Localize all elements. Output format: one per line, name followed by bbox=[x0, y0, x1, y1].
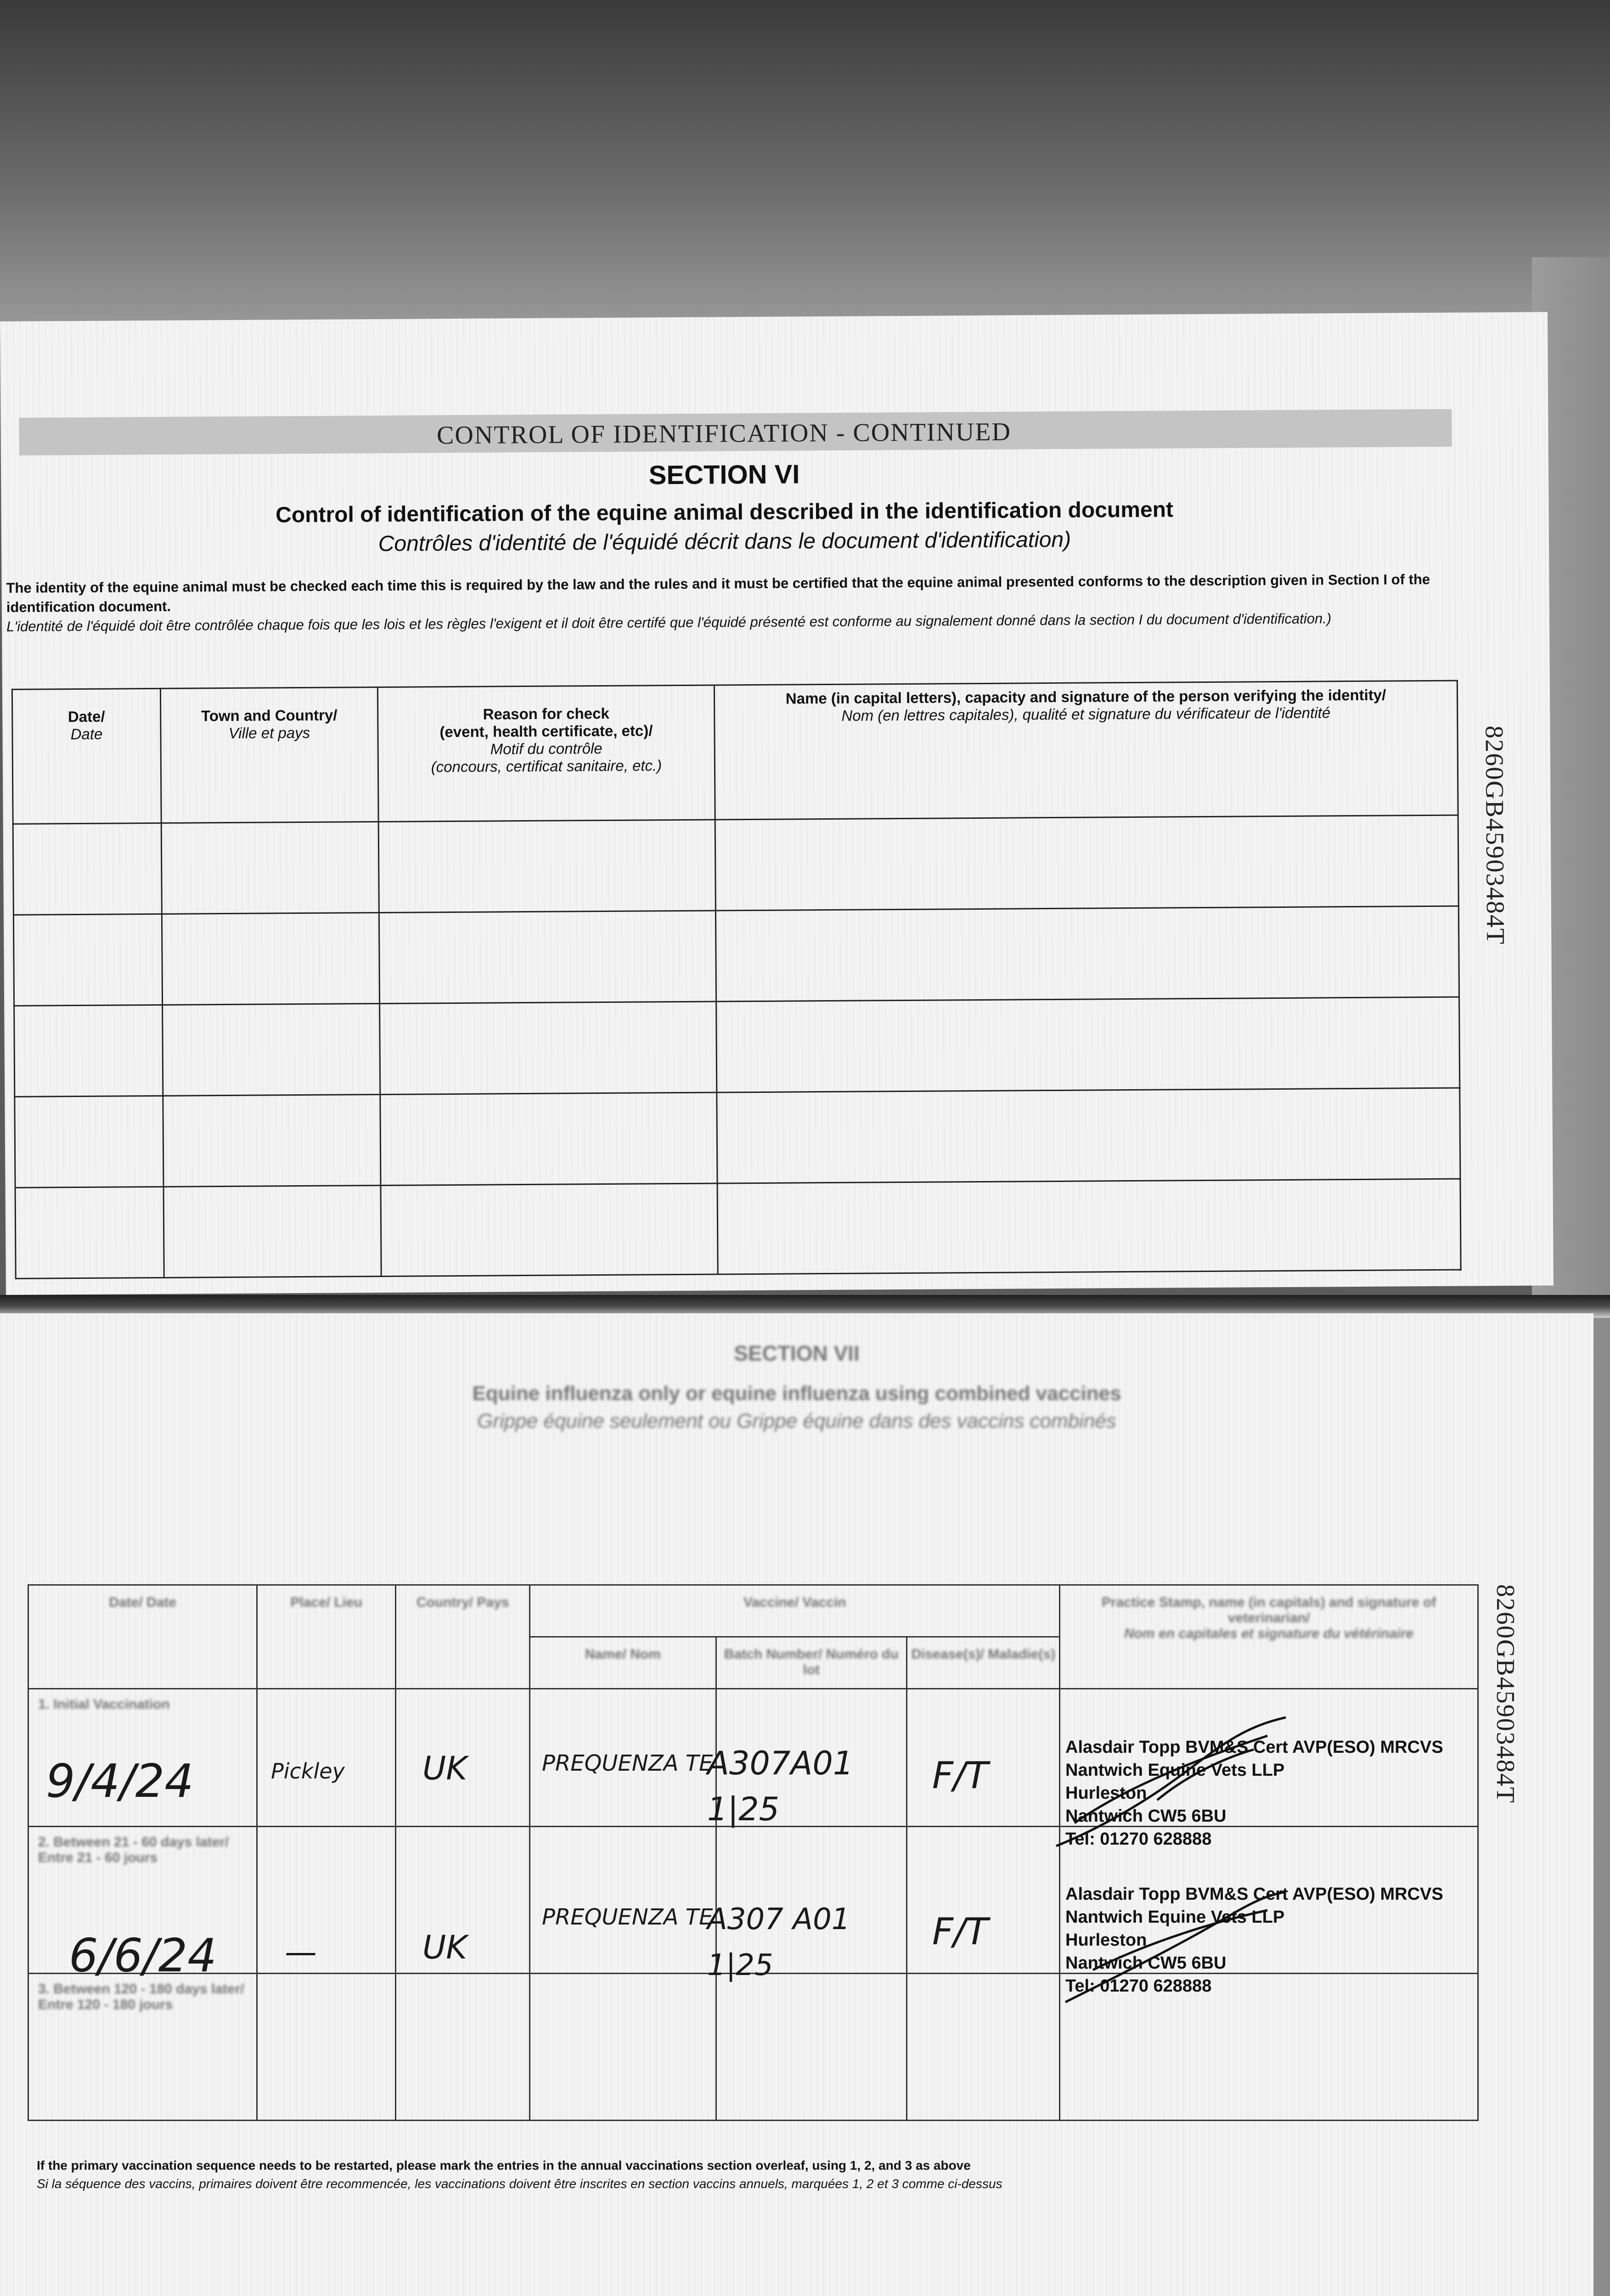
table-cell[interactable] bbox=[380, 1002, 717, 1094]
footer-note-fr: Si la séquence des vaccins, primaires doivent être recommencée, les vaccinations doivent être inscrites en section vaccins annuels, marquées 1, 2 et 3 comme ci-dessus bbox=[37, 2177, 1002, 2191]
col-date-label: Date/ Date bbox=[109, 1595, 176, 1610]
col-vaccine bbox=[530, 1585, 1060, 1637]
table-cell[interactable] bbox=[378, 820, 715, 912]
col-date bbox=[12, 688, 161, 824]
col-town-en: Town and Country/ bbox=[201, 706, 338, 725]
instruction-fr: L'identité de l'équidé doit être contrôlée chaque fois que les lois et les règles l'exigent et il doit être certifé que l'équidé présenté est conforme au signalement donné dans la section I du document d'identification.) bbox=[6, 610, 1332, 635]
table-cell[interactable] bbox=[257, 1974, 396, 2121]
col-batch-label: Batch Number/ Numéro du lot bbox=[724, 1647, 899, 1677]
row-label-text: 1. Initial Vaccination bbox=[38, 1697, 170, 1712]
handwritten-batch: A307 A01 1|25 bbox=[707, 1902, 850, 1982]
table-cell[interactable] bbox=[161, 822, 379, 914]
col-reason-fr: Motif du contrôle (concours, certificat sanitaire, etc.) bbox=[431, 740, 662, 776]
subtitle-fr: Contrôles d'identité de l'équidé décrit dans le document d'identification) bbox=[378, 527, 1071, 556]
col-country-label: Country/ Pays bbox=[416, 1595, 509, 1610]
col-verifier-en: Name (in capital letters), capacity and signature of the person verifying the identity/ bbox=[785, 686, 1386, 707]
table-cell[interactable] bbox=[381, 1183, 718, 1276]
instruction-en: The identity of the equine animal must be checked each time this is required by the law and the rules and it must be certified that the equine animal presented conforms to the description given in Section I of the identification document. bbox=[6, 571, 1430, 615]
handwritten-disease: F/T bbox=[932, 1910, 988, 1953]
table-cell[interactable] bbox=[716, 1974, 907, 2121]
col-reason-en: Reason for check (event, health certificate, etc)/ bbox=[439, 704, 653, 741]
col-stamp-label: Practice Stamp, name (in capitals) and signature of veterinarian/ bbox=[1101, 1595, 1436, 1626]
col-disease bbox=[907, 1637, 1060, 1689]
page-header: CONTROL OF IDENTIFICATION - CONTINUED bbox=[436, 417, 1012, 450]
handwritten-vaccine: PREQUENZA TE bbox=[542, 1750, 713, 1776]
background-top bbox=[0, 0, 1610, 331]
handwritten-vaccine: PREQUENZA TE bbox=[542, 1904, 713, 1930]
section-title: SECTION VI bbox=[648, 459, 800, 490]
side-code: 8260GB45903484T bbox=[1491, 1584, 1520, 1804]
table-cell[interactable] bbox=[14, 1005, 163, 1097]
col-reason bbox=[377, 685, 715, 822]
table-cell[interactable] bbox=[162, 912, 379, 1005]
col-verifier-fr: Nom (en lettres capitales), qualité et signature du vérificateur de l'identité bbox=[841, 704, 1331, 724]
table-cell[interactable] bbox=[257, 1689, 396, 1827]
stamp-line: Hurleston bbox=[1065, 1784, 1147, 1803]
subtitle-en: Control of identification of the equine animal described in the identification document bbox=[276, 497, 1174, 528]
handwritten-place: Pickley bbox=[271, 1759, 345, 1784]
side-code: 8260GB45903484T bbox=[1480, 725, 1510, 945]
stamp-line: Nantwich CW5 6BU bbox=[1065, 1953, 1227, 1973]
row-label-text: 3. Between 120 - 180 days later/ Entre 120 - 180 jours bbox=[38, 1981, 244, 2012]
table-row bbox=[15, 1088, 1460, 1187]
table-cell[interactable] bbox=[715, 815, 1458, 911]
handwritten-country: UK bbox=[422, 1929, 467, 1966]
section-vii-page bbox=[0, 1313, 1593, 2296]
col-place-label: Place/ Lieu bbox=[290, 1595, 363, 1610]
col-batch bbox=[716, 1637, 907, 1689]
signature-icon bbox=[1047, 1708, 1304, 1860]
stamp-line: Alasdair Topp BVM&S Cert AVP(ESO) MRCVS bbox=[1065, 1738, 1443, 1757]
table-cell[interactable] bbox=[717, 1179, 1461, 1274]
stamp-line: Nantwich Equine Vets LLP bbox=[1065, 1908, 1285, 1927]
footer-note-en: If the primary vaccination sequence needs to be restarted, please mark the entries in the annual vaccinations section overleaf, using 1, 2, and 3 as above bbox=[37, 2158, 971, 2172]
col-stamp-label-fr: Nom en capitales et signature du vétérinaire bbox=[1124, 1626, 1414, 1641]
col-vaccine-label: Vaccine/ Vaccin bbox=[743, 1595, 846, 1610]
section-title-vii: SECTION VII bbox=[734, 1341, 860, 1365]
subtitle-vii-fr: Grippe équine seulement ou Grippe équine dans des vaccins combinés bbox=[477, 1410, 1116, 1432]
col-date-fr: Date bbox=[70, 725, 103, 743]
table-cell[interactable] bbox=[907, 1974, 1060, 2121]
handwritten-disease: F/T bbox=[932, 1754, 988, 1797]
table-cell[interactable] bbox=[717, 1088, 1460, 1183]
col-place bbox=[257, 1585, 396, 1689]
col-vaccine-name bbox=[530, 1637, 716, 1689]
stamp-line: Nantwich Equine Vets LLP bbox=[1065, 1761, 1285, 1780]
table-cell[interactable] bbox=[715, 906, 1459, 1002]
handwritten-date: 6/6/24 bbox=[69, 1929, 217, 1982]
handwritten-place: — bbox=[285, 1933, 317, 1971]
row-label-text: 2. Between 21 - 60 days later/ Entre 21 - 60 jours bbox=[38, 1835, 229, 1865]
table-cell[interactable] bbox=[379, 911, 716, 1003]
table-cell[interactable] bbox=[530, 1974, 716, 2121]
handwritten-date: 9/4/24 bbox=[46, 1754, 194, 1808]
table-cell[interactable] bbox=[716, 997, 1460, 1092]
table-cell[interactable] bbox=[257, 1827, 396, 1974]
stamp-line: Nantwich CW5 6BU bbox=[1065, 1806, 1227, 1826]
stamp-line: Tel: 01270 628888 bbox=[1065, 1829, 1212, 1849]
table-cell[interactable] bbox=[380, 1092, 717, 1185]
table-row bbox=[15, 1179, 1461, 1278]
handwritten-country: UK bbox=[422, 1750, 467, 1787]
table-cell[interactable] bbox=[13, 914, 162, 1006]
subtitle-vii-en: Equine influenza only or equine influenza using combined vaccines bbox=[472, 1382, 1121, 1405]
instructions bbox=[6, 570, 1439, 636]
table-cell[interactable] bbox=[15, 1187, 164, 1278]
col-date bbox=[28, 1585, 257, 1689]
col-date-en: Date/ bbox=[68, 708, 105, 726]
identification-table bbox=[11, 680, 1462, 1279]
table-cell[interactable] bbox=[396, 1974, 530, 2121]
col-town bbox=[160, 687, 378, 823]
table-cell[interactable] bbox=[15, 1096, 163, 1187]
table-cell[interactable] bbox=[163, 1185, 381, 1277]
table-cell[interactable] bbox=[13, 823, 162, 915]
row-label bbox=[28, 1974, 257, 2121]
col-town-fr: Ville et pays bbox=[228, 724, 310, 742]
table-row bbox=[14, 997, 1460, 1097]
col-vaccine-name-label: Name/ Nom bbox=[585, 1647, 661, 1662]
col-disease-label: Disease(s)/ Maladie(s) bbox=[911, 1647, 1055, 1662]
table-row bbox=[13, 906, 1459, 1006]
table-row bbox=[13, 815, 1458, 915]
stamp-line: Hurleston bbox=[1065, 1930, 1147, 1950]
col-verifier bbox=[714, 681, 1458, 820]
col-country bbox=[396, 1585, 530, 1689]
section-vi-page bbox=[0, 312, 1554, 1295]
signature-icon bbox=[1047, 1878, 1304, 2016]
col-stamp bbox=[1060, 1585, 1478, 1689]
table-cell[interactable] bbox=[163, 1094, 381, 1187]
stamp-line: Tel: 01270 628888 bbox=[1065, 1976, 1212, 1996]
handwritten-batch: A307A01 1|25 bbox=[707, 1745, 854, 1828]
stamp-line: Alasdair Topp BVM&S Cert AVP(ESO) MRCVS bbox=[1065, 1885, 1443, 1904]
table-cell[interactable] bbox=[163, 1003, 380, 1096]
